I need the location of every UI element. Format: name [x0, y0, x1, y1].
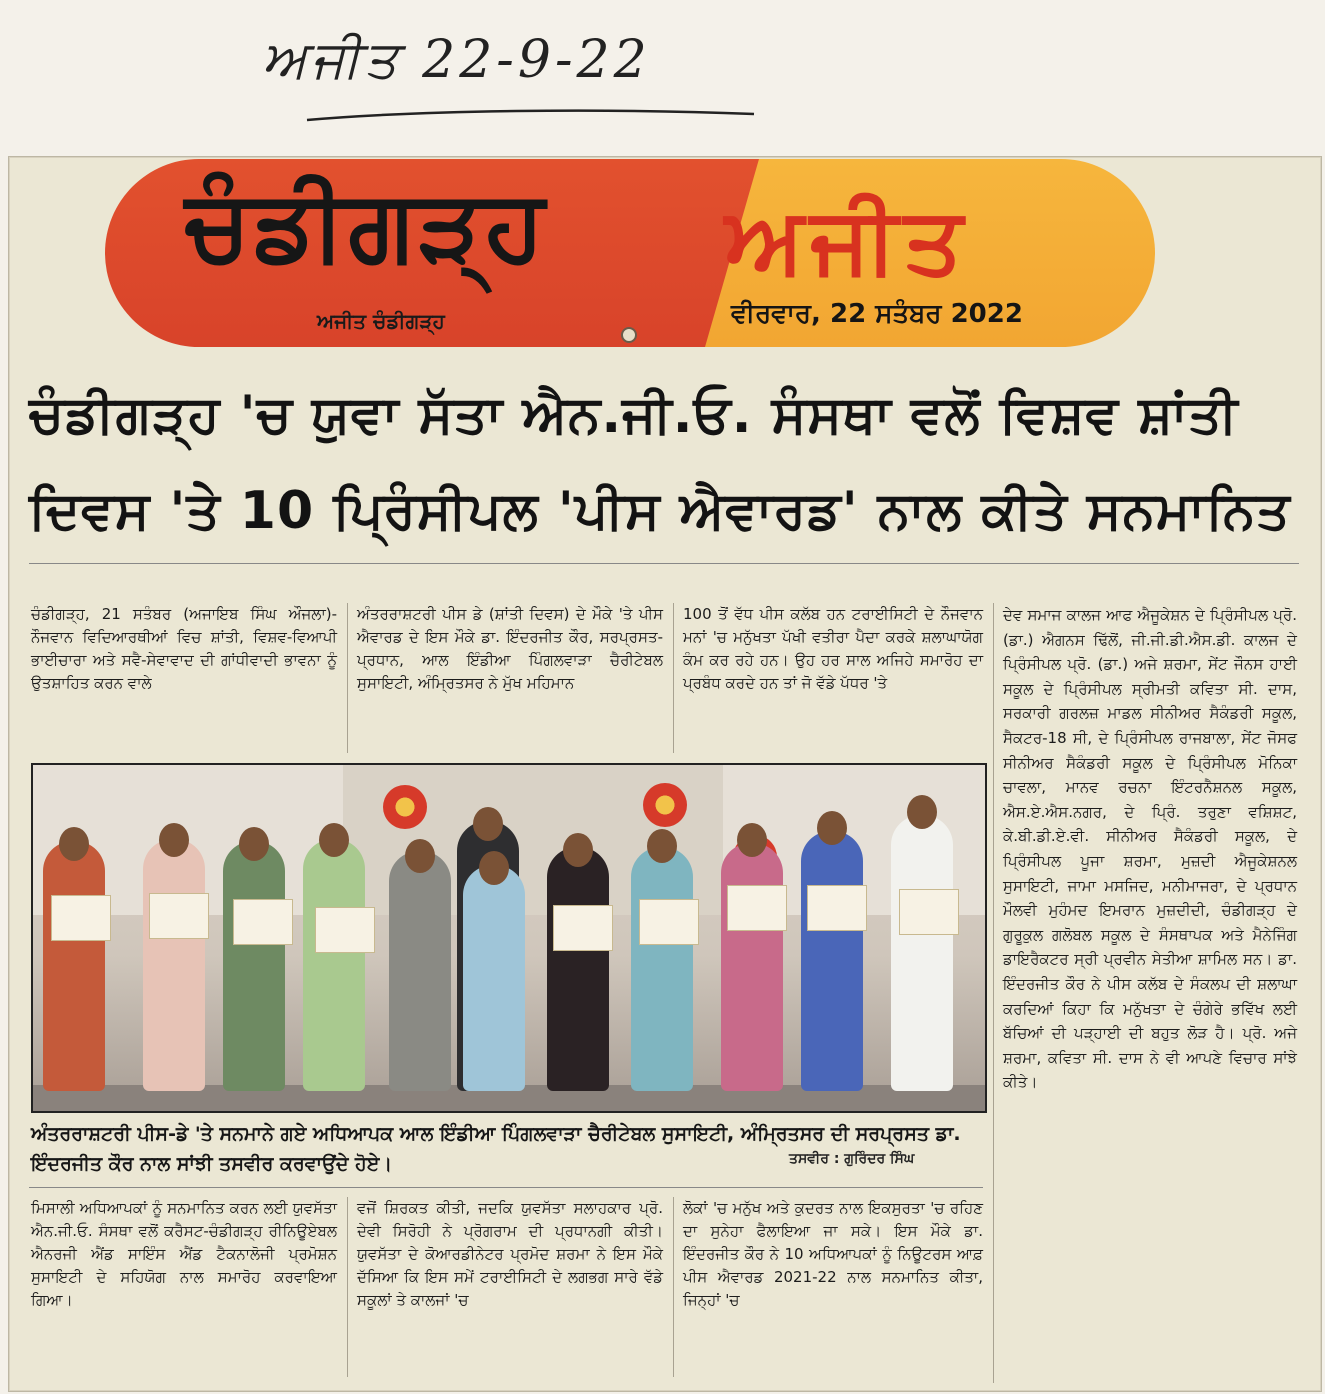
- newspaper-clipping: [8, 156, 1322, 1392]
- article-column-4: ਦੇਵ ਸਮਾਜ ਕਾਲਜ ਆਫ ਐਜੂਕੇਸ਼ਨ ਦੇ ਪ੍ਰਿੰਸੀਪਲ ਪ੍ਰੋ. (ਡਾ.) ਐਗਨਸ ਢਿੱਲੋਂ, ਜੀ.ਜੀ.ਡੀ.ਐਸ.ਡੀ. ਕਾਲਜ ਦੇ ਪ੍ਰਿੰਸੀਪਲ ਪ੍ਰੋ. (ਡਾ.) ਅਜੇ ਸ਼ਰਮਾ, ਸੇਂਟ ਜੌਨਸ ਹਾਈ ਸਕੂਲ ਦੇ ਪ੍ਰਿੰਸੀਪਲ ਸ੍ਰੀਮਤੀ ਕਵਿਤਾ ਸੀ. ਦਾਸ, ਸਰਕਾਰੀ ਗਰਲਜ਼ ਮਾਡਲ ਸੀਨੀਅਰ ਸੈਕੰਡਰੀ ਸਕੂਲ, ਸੈਕਟਰ-18 ਸੀ, ਦੇ ਪ੍ਰਿੰਸੀਪਲ ਰਾਜਬਾਲਾ, ਸੇਂਟ ਜੋਸਫ ਸੀਨੀਅਰ ਸੈਕੰਡਰੀ ਸਕੂਲ ਦੇ ਪ੍ਰਿੰਸੀਪਲ ਮੋਨਿਕਾ ਚਾਵਲਾ, ਮਾਨਵ ਰਚਨਾ ਇੰਟਰਨੈਸ਼ਨਲ ਸਕੂਲ, ਐਸ.ਏ.ਐਸ.ਨਗਰ, ਦੇ ਪ੍ਰਿੰ. ਤਰੁਣਾ ਵਸ਼ਿਸ਼ਟ, ਕੇ.ਬੀ.ਡੀ.ਏ.ਵੀ. ਸੀਨੀਅਰ ਸੈਕੰਡਰੀ ਸਕੂਲ, ਦੇ ਪ੍ਰਿੰਸੀਪਲ ਪੂਜਾ ਸ਼ਰਮਾ, ਮੁਜ਼ਦੀ ਐਜੂਕੇਸ਼ਨਲ ਸੁਸਾਇਟੀ, ਜਾਮਾ ਮਸਜਿਦ, ਮਨੀਮਾਜਰਾ, ਦੇ ਪ੍ਰਧਾਨ ਮੌਲਵੀ ਮੁਹੰਮਦ ਇਮਰਾਨ ਮੁਜ਼ਦੀਦੀ, ਚੰਡੀਗੜ੍ਹ ਦੇ ਗੁਰੂਕੁਲ ਗਲੋਬਲ ਸਕੂਲ ਦੇ ਸੰਸਥਾਪਕ ਅਤੇ ਮੈਨੇਜਿੰਗ ਡਾਇਰੈਕਟਰ ਸ੍ਰੀ ਪ੍ਰਵੀਨ ਸੇਤੀਆ ਸ਼ਾਮਿਲ ਸਨ। ਡਾ. ਇੰਦਰਜੀਤ ਕੌਰ ਨੇ ਪੀਸ ਕਲੱਬ ਦੇ ਸੰਕਲਪ ਦੀ ਸ਼ਲਾਘਾ ਕਰਦਿਆਂ ਕਿਹਾ ਕਿ ਮਨੁੱਖਤਾ ਦੇ ਚੰਗੇਰੇ ਭਵਿੱਖ ਲਈ ਬੱਚਿਆਂ ਦੀ ਪੜ੍ਹਾਈ ਦੀ ਬਹੁਤ ਲੋੜ ਹੈ। ਪ੍ਰੋ. ਅਜੇ ਸ਼ਰਮਾ, ਕਵਿਤਾ ਸੀ. ਦਾਸ ਨੇ ਵੀ ਆਪਣੇ ਵਿਚਾਰ ਸਾਂਝੇ ਕੀਤੇ।: [1003, 606, 1297, 1092]
- column-rule: [673, 603, 674, 753]
- article-column-6: ਵਜੋਂ ਸ਼ਿਰਕਤ ਕੀਤੀ, ਜਦਕਿ ਯੁਵਸੱਤਾ ਸਲਾਹਕਾਰ ਪ੍ਰੋ. ਦੇਵੀ ਸਿਰੋਹੀ ਨੇ ਪ੍ਰੋਗਰਾਮ ਦੀ ਪ੍ਰਧਾਨਗੀ ਕੀਤੀ। ਯੁਵਸੱਤਾ ਦੇ ਕੋਆਰਡੀਨੇਟਰ ਪ੍ਰਮੋਦ ਸ਼ਰਮਾ ਨੇ ਇਸ ਮੌਕੇ ਦੱਸਿਆ ਕਿ ਇਸ ਸਮੇਂ ਟਰਾਈਸਿਟੀ ਦੇ ਲਗਭਗ ਸਾਰੇ ਵੱਡੇ ਸਕੂਲਾਂ ਤੇ ਕਾਲਜਾਂ 'ਚ: [357, 1199, 663, 1309]
- article-column-7: ਲੋਕਾਂ 'ਚ ਮਨੁੱਖ ਅਤੇ ਕੁਦਰਤ ਨਾਲ ਇਕਸੁਰਤਾ 'ਚ ਰਹਿਣ ਦਾ ਸੁਨੇਹਾ ਫੈਲਾਇਆ ਜਾ ਸਕੇ। ਇਸ ਮੌਕੇ ਡਾ. ਇੰਦਰਜੀਤ ਕੌਰ ਨੇ 10 ਅਧਿਆਪਕਾਂ ਨੂੰ ਨਿਊਟਰਸ ਆਫ਼ ਪੀਸ ਐਵਾਰਡ 2021-22 ਨਾਲ ਸਨਮਾਨਿਤ ਕੀਤਾ, ਜਿਨ੍ਹਾਂ 'ਚ: [683, 1199, 983, 1309]
- person-figure: [891, 815, 953, 1091]
- masthead-date: ਵੀਰਵਾਰ, 22 ਸਤੰਬਰ 2022: [731, 299, 1023, 329]
- headline-line-2: ਦਿਵਸ 'ਤੇ 10 ਪ੍ਰਿੰਸੀਪਲ 'ਪੀਸ ਐਵਾਰਡ' ਨਾਲ ਕੀਤੇ ਸਨਮਾਨਿਤ: [29, 481, 1291, 541]
- article-column-2: ਅੰਤਰਰਾਸ਼ਟਰੀ ਪੀਸ ਡੇ (ਸ਼ਾਂਤੀ ਦਿਵਸ) ਦੇ ਮੌਕੇ 'ਤੇ ਪੀਸ ਐਵਾਰਡ ਦੇ ਇਸ ਮੌਕੇ ਡਾ. ਇੰਦਰਜੀਤ ਕੌਰ, ਸਰਪ੍ਰਸਤ-ਪ੍ਰਧਾਨ, ਆਲ ਇੰਡੀਆ ਪਿੰਗਲਵਾੜਾ ਚੈਰੀਟੇਬਲ ਸੁਸਾਇਟੀ, ਅੰਮ੍ਰਿਤਸਰ ਨੇ ਮੁੱਖ ਮਹਿਮਾਨ: [357, 605, 663, 692]
- person-head: [473, 807, 503, 841]
- person-figure: [223, 841, 285, 1091]
- article-column-5: ਮਿਸਾਲੀ ਅਧਿਆਪਕਾਂ ਨੂੰ ਸਨਮਾਨਿਤ ਕਰਨ ਲਈ ਯੁਵਸੱਤਾ ਐਨ.ਜੀ.ਓ. ਸੰਸਥਾ ਵਲੋਂ ਕਰੈਸਟ-ਚੰਡੀਗੜ੍ਹ ਰੀਨਿਊਏਬਲ ਐਨਰਜੀ ਐਂਡ ਸਾਇੰਸ ਐਂਡ ਟੈਕਨਾਲੋਜੀ ਪ੍ਰਮੋਸ਼ਨ ਸੁਸਾਇਟੀ ਦੇ ਸਹਿਯੋਗ ਨਾਲ ਸਮਾਰੋਹ ਕਰਵਾਇਆ ਗਿਆ।: [31, 1199, 337, 1309]
- person-figure: [463, 865, 525, 1091]
- photo-caption: ਅੰਤਰਰਾਸ਼ਟਰੀ ਪੀਸ-ਡੇ 'ਤੇ ਸਨਮਾਨੇ ਗਏ ਅਧਿਆਪਕ ਆਲ ਇੰਡੀਆ ਪਿੰਗਲਵਾੜਾ ਚੈਰੀਟੇਬਲ ਸੁਸਾਇਟੀ, ਅੰਮ੍ਰਿਤਸਰ ਦੀ ਸਰਪ੍ਰਸਤ ਡਾ. ਇੰਦਰਜੀਤ ਕੌਰ ਨਾਲ ਸਾਂਝੀ ਤਸਵੀਰ ਕਰਵਾਉਂਦੇ ਹੋਏ।: [31, 1123, 961, 1175]
- award-ceremony-photo: [31, 763, 987, 1113]
- caption-divider: [29, 1187, 983, 1188]
- person-head: [159, 823, 189, 857]
- masthead-city: ਚੰਡੀਗੜ੍ਹ: [185, 169, 547, 283]
- person-head: [647, 829, 677, 863]
- person-head: [59, 827, 89, 861]
- award-plaque: [233, 899, 293, 945]
- person-figure: [389, 851, 451, 1091]
- person-figure: [547, 847, 609, 1091]
- award-plaque: [807, 885, 867, 931]
- person-figure: [801, 831, 863, 1091]
- person-figure: [303, 839, 365, 1091]
- award-plaque: [51, 895, 111, 941]
- column-rule: [993, 603, 994, 1383]
- photo-credit: ਤਸਵੀਰ : ਗੁਰਿੰਦਰ ਸਿੰਘ: [789, 1151, 915, 1167]
- flower-decoration: [643, 783, 687, 827]
- flower-decoration: [383, 785, 427, 829]
- award-plaque: [315, 907, 375, 953]
- masthead-subtitle: ਅਜੀਤ ਚੰਡੀਗੜ੍ਹ: [317, 309, 445, 333]
- award-plaque: [553, 905, 613, 951]
- masthead: [105, 159, 1155, 347]
- person-figure: [43, 841, 105, 1091]
- headline-divider: [29, 563, 1299, 564]
- person-figure: [721, 843, 783, 1091]
- award-plaque: [899, 889, 959, 935]
- award-plaque: [639, 899, 699, 945]
- article-column-3: 100 ਤੋਂ ਵੱਧ ਪੀਸ ਕਲੱਬ ਹਨ ਟਰਾਈਸਿਟੀ ਦੇ ਨੌਜਵਾਨ ਮਨਾਂ 'ਚ ਮਨੁੱਖਤਾ ਪੱਖੀ ਵਤੀਰਾ ਪੈਦਾ ਕਰਕੇ ਸ਼ਲਾਘਾਯੋਗ ਕੰਮ ਕਰ ਰਹੇ ਹਨ। ਉਹ ਹਰ ਸਾਲ ਅਜਿਹੇ ਸਮਾਰੋਹ ਦਾ ਪ੍ਰਬੰਧ ਕਰਦੇ ਹਨ ਤਾਂ ਜੋ ਵੱਡੇ ਪੱਧਰ 'ਤੇ: [683, 605, 983, 692]
- handwritten-note-text: ਅਜੀਤ 22-9-22: [262, 30, 651, 90]
- person-head: [319, 823, 349, 857]
- headline-line-1: ਚੰਡੀਗੜ੍ਹ 'ਚ ਯੁਵਾ ਸੱਤਾ ਐਨ.ਜੀ.ਓ. ਸੰਸਥਾ ਵਲੋਂ ਵਿਸ਼ਵ ਸ਼ਾਂਤੀ: [29, 385, 1239, 445]
- handwritten-date-note: [262, 30, 782, 130]
- column-rule: [673, 1197, 674, 1377]
- person-head: [817, 811, 847, 845]
- person-figure: [631, 847, 693, 1091]
- column-rule: [347, 1197, 348, 1377]
- person-head: [907, 795, 937, 829]
- person-head: [239, 827, 269, 861]
- person-head: [563, 833, 593, 867]
- person-head: [405, 839, 435, 873]
- article-column-1: ਚੰਡੀਗੜ੍ਹ, 21 ਸਤੰਬਰ (ਅਜਾਇਬ ਸਿੰਘ ਔਜਲਾ)-ਨੌਜਵਾਨ ਵਿਦਿਆਰਥੀਆਂ ਵਿਚ ਸ਼ਾਂਤੀ, ਵਿਸ਼ਵ-ਵਿਆਪੀ ਭਾਈਚਾਰਾ ਅਤੇ ਸਵੈ-ਸੇਵਾਵਾਦ ਦੀ ਗਾਂਧੀਵਾਦੀ ਭਾਵਨਾ ਨੂੰ ਉਤਸ਼ਾਹਿਤ ਕਰਨ ਵਾਲੇ: [31, 605, 337, 692]
- person-head: [479, 851, 509, 885]
- headline: [29, 367, 1309, 559]
- masthead-paper-name: ਅਜੀਤ: [725, 187, 969, 294]
- masthead-dot: [621, 327, 637, 343]
- column-rule: [347, 603, 348, 753]
- award-plaque: [149, 893, 209, 939]
- handwritten-underline: [302, 102, 762, 132]
- award-plaque: [727, 885, 787, 931]
- person-head: [737, 823, 767, 857]
- person-figure: [143, 839, 205, 1091]
